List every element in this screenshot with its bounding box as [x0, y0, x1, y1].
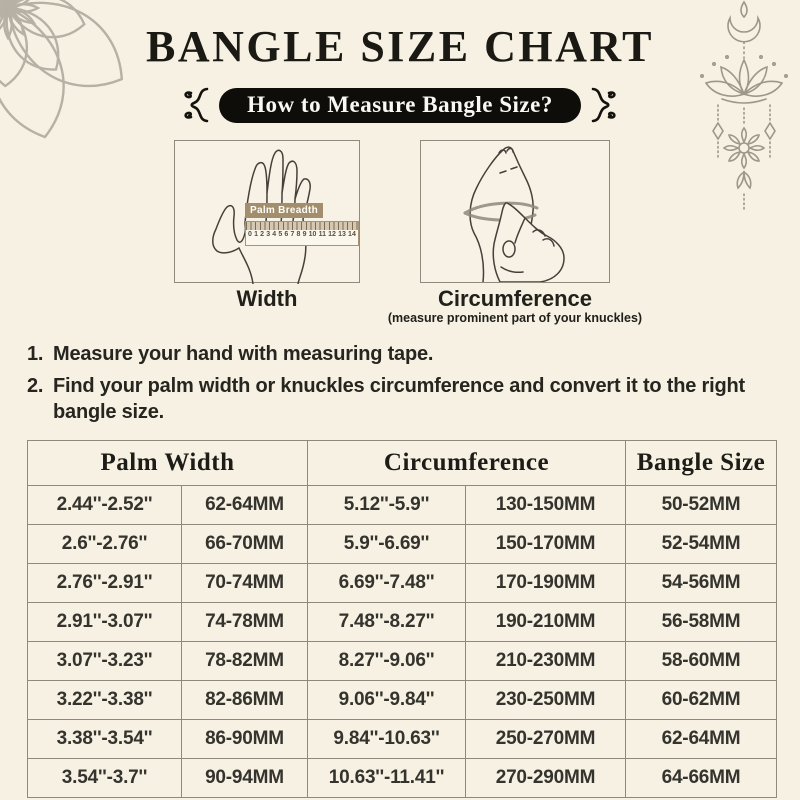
- table-cell: 2.91''-3.07'': [28, 603, 182, 642]
- table-row: [28, 525, 777, 564]
- table-row: [28, 486, 777, 525]
- instruction-number: 2.: [27, 375, 44, 397]
- table-cell: 9.84''-10.63'': [308, 720, 466, 759]
- header-bangle-size: Bangle Size: [626, 441, 777, 486]
- knuckles-measure-icon: [421, 141, 609, 282]
- ruler-number: 9: [302, 231, 307, 238]
- size-table-body: [28, 486, 777, 798]
- table-cell: 62-64MM: [626, 720, 777, 759]
- table-cell: 8.27''-9.06'': [308, 642, 466, 681]
- ruler-number: 13: [338, 231, 346, 238]
- table-row: [28, 681, 777, 720]
- table-cell: 230-250MM: [466, 681, 626, 720]
- table-cell: 170-190MM: [466, 564, 626, 603]
- palm-width-illustration: [174, 140, 360, 283]
- ruler-number: 10: [308, 231, 317, 238]
- table-cell: 10.63''-11.41'': [308, 759, 466, 798]
- table-cell: 58-60MM: [626, 642, 777, 681]
- how-to-measure-badge: How to Measure Bangle Size?: [219, 88, 581, 123]
- instruction-number: 1.: [27, 343, 44, 365]
- header-circumference: Circumference: [308, 441, 626, 486]
- table-cell: 90-94MM: [182, 759, 308, 798]
- ruler-number: 6: [284, 231, 289, 238]
- table-row: [28, 603, 777, 642]
- table-cell: 3.07''-3.23'': [28, 642, 182, 681]
- instruction-text: Measure your hand with measuring tape.: [53, 343, 434, 365]
- ruler-numbers: [246, 230, 358, 239]
- table-cell: 82-86MM: [182, 681, 308, 720]
- ruler-number: 7: [290, 231, 295, 238]
- table-row: [28, 642, 777, 681]
- table-cell: 66-70MM: [182, 525, 308, 564]
- ruler-ticks: [246, 222, 358, 230]
- table-row: [28, 759, 777, 798]
- table-cell: 210-230MM: [466, 642, 626, 681]
- ruler-number: 11: [318, 231, 326, 238]
- table-cell: 3.38''-3.54'': [28, 720, 182, 759]
- instruction-item: [27, 341, 753, 367]
- ruler-number: 12: [328, 231, 336, 238]
- ruler-number: 4: [272, 231, 277, 238]
- squiggle-left-icon: [182, 86, 210, 124]
- palm-breadth-label: Palm Breadth: [245, 203, 323, 218]
- instruction-text: Find your palm width or knuckles circumference and convert it to the right bangle size.: [53, 375, 745, 423]
- table-cell: 190-210MM: [466, 603, 626, 642]
- width-label: Width: [236, 286, 298, 311]
- table-cell: 3.54''-3.7'': [28, 759, 182, 798]
- header-palm-width: Palm Width: [28, 441, 308, 486]
- table-cell: 56-58MM: [626, 603, 777, 642]
- table-cell: 2.6''-2.76'': [28, 525, 182, 564]
- page-title: BANGLE SIZE CHART: [146, 22, 654, 71]
- bangle-size-table: [27, 440, 777, 798]
- table-cell: 52-54MM: [626, 525, 777, 564]
- table-cell: 5.9''-6.69'': [308, 525, 466, 564]
- instructions-list: [27, 341, 753, 431]
- ruler-number: 14: [348, 231, 356, 238]
- instruction-item: [27, 373, 753, 425]
- table-cell: 86-90MM: [182, 720, 308, 759]
- ruler-number: 3: [266, 231, 271, 238]
- table-cell: 9.06''-9.84'': [308, 681, 466, 720]
- ruler-number: 2: [260, 231, 265, 238]
- circumference-illustration: [420, 140, 610, 283]
- ruler: [245, 221, 359, 246]
- ruler-number: 5: [278, 231, 283, 238]
- table-cell: 5.12''-5.9'': [308, 486, 466, 525]
- squiggle-right-icon: [590, 86, 618, 124]
- circumference-label: Circumference: [437, 286, 593, 311]
- ruler-number: 1: [254, 231, 258, 238]
- table-cell: 54-56MM: [626, 564, 777, 603]
- table-cell: 270-290MM: [466, 759, 626, 798]
- table-cell: 50-52MM: [626, 486, 777, 525]
- table-cell: 64-66MM: [626, 759, 777, 798]
- table-header-row: [28, 441, 777, 486]
- badge-row: [0, 86, 800, 124]
- table-cell: 250-270MM: [466, 720, 626, 759]
- table-cell: 7.48''-8.27'': [308, 603, 466, 642]
- ruler-number: 8: [296, 231, 301, 238]
- table-row: [28, 720, 777, 759]
- table-cell: 130-150MM: [466, 486, 626, 525]
- table-cell: 60-62MM: [626, 681, 777, 720]
- table-cell: 62-64MM: [182, 486, 308, 525]
- table-cell: 74-78MM: [182, 603, 308, 642]
- circumference-note: (measure prominent part of your knuckles): [387, 311, 643, 325]
- table-row: [28, 564, 777, 603]
- table-cell: 3.22''-3.38'': [28, 681, 182, 720]
- table-cell: 78-82MM: [182, 642, 308, 681]
- table-cell: 2.76''-2.91'': [28, 564, 182, 603]
- table-cell: 150-170MM: [466, 525, 626, 564]
- table-cell: 6.69''-7.48'': [308, 564, 466, 603]
- ruler-number: 0: [248, 231, 252, 238]
- table-cell: 2.44''-2.52'': [28, 486, 182, 525]
- table-cell: 70-74MM: [182, 564, 308, 603]
